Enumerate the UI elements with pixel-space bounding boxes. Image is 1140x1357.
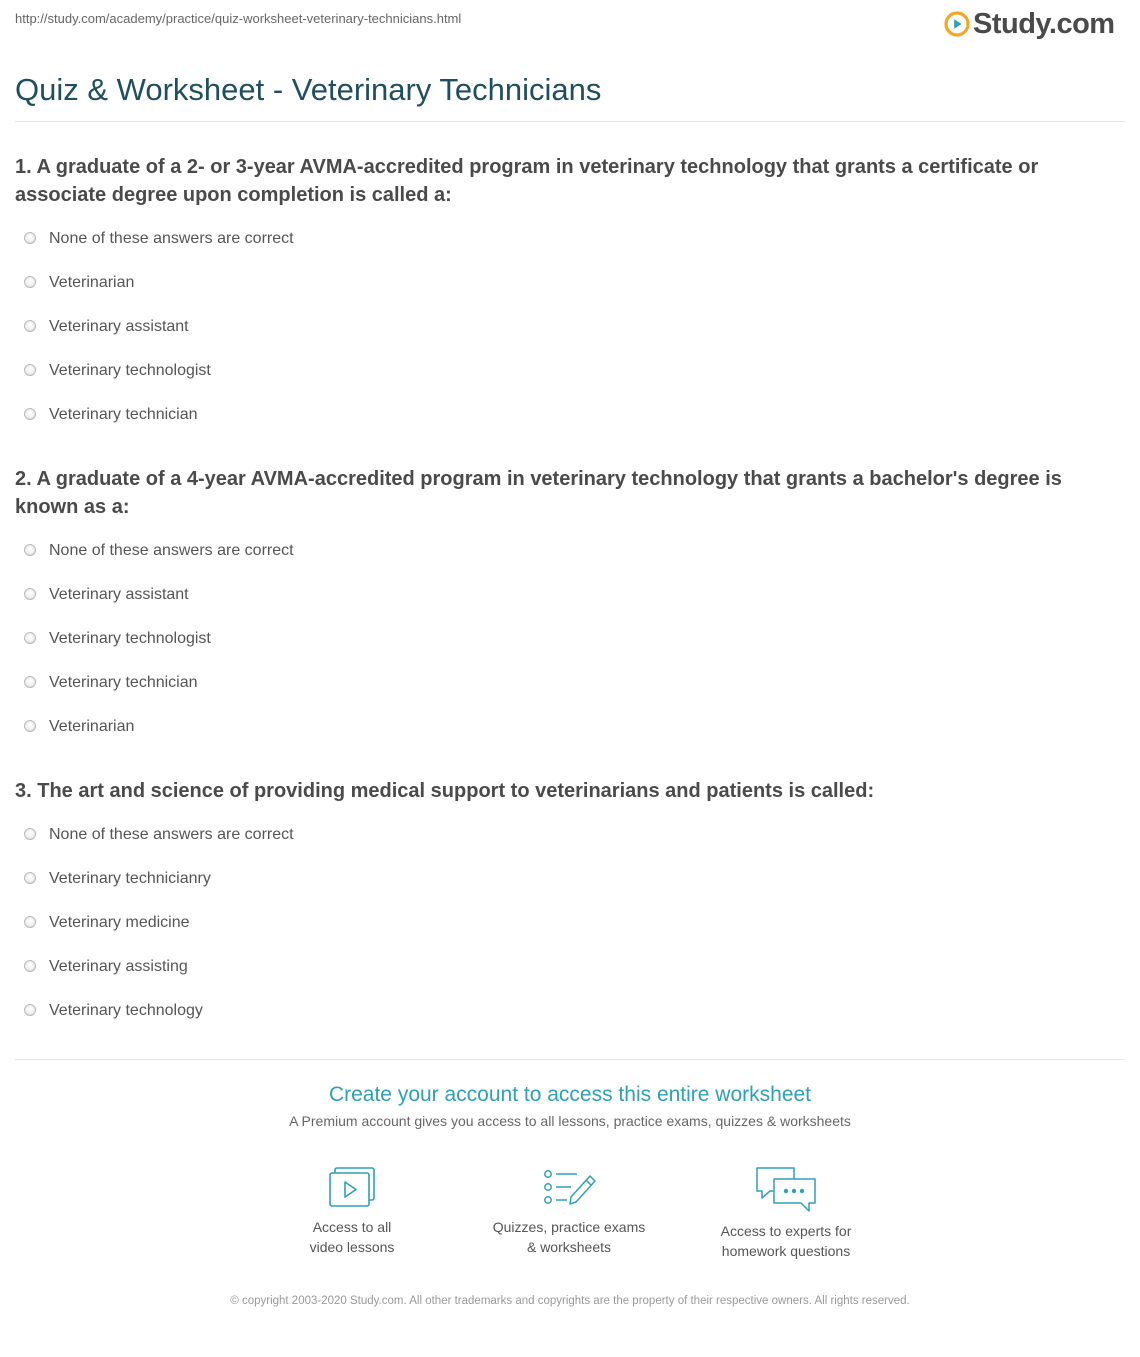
answer-label: Veterinarian [49, 274, 135, 291]
radio-button[interactable] [24, 916, 36, 928]
cta-subtitle: A Premium account gives you access to all lessons, practice exams, quizzes & worksheets [289, 1113, 851, 1129]
study-logo[interactable] [944, 6, 1115, 42]
answer-option[interactable] [22, 825, 294, 869]
radio-button[interactable] [24, 872, 36, 884]
radio-button[interactable] [24, 676, 36, 688]
logo-text: Study.com [973, 7, 1115, 40]
radio-button[interactable] [24, 828, 36, 840]
answer-option[interactable] [22, 913, 294, 957]
feature-label: Access to all video lessons [309, 1219, 395, 1255]
answer-label: Veterinary technicianry [49, 870, 211, 887]
answer-label: None of these answers are correct [49, 230, 294, 247]
radio-button[interactable] [24, 720, 36, 732]
answer-option[interactable] [22, 957, 294, 1001]
create-account-link[interactable]: Create your account to access this entire worksheet [328, 1083, 812, 1106]
feature-video-lessons [252, 1165, 452, 1257]
radio-button[interactable] [24, 588, 36, 600]
answer-option[interactable] [22, 541, 294, 585]
question-1-options [22, 229, 294, 449]
page-url: http://study.com/academy/practice/quiz-worksheet-veterinary-technicians.html [15, 11, 462, 26]
answer-option[interactable] [22, 585, 294, 629]
answer-option[interactable] [22, 673, 294, 717]
feature-label: Quizzes, practice exams & worksheets [492, 1219, 646, 1255]
question-3-text: 3. The art and science of providing medical support to veterinarians and patients is called: [15, 780, 875, 802]
answer-label: Veterinary technician [49, 406, 198, 423]
answer-option[interactable] [22, 629, 294, 673]
radio-button[interactable] [24, 632, 36, 644]
copyright-footer: © copyright 2003-2020 Study.com. All other trademarks and copyrights are the property of their respective owners. All rights reserved. [230, 1295, 910, 1307]
answer-label: None of these answers are correct [49, 826, 294, 843]
answer-option[interactable] [22, 317, 294, 361]
radio-button[interactable] [24, 960, 36, 972]
answer-option[interactable] [22, 273, 294, 317]
answer-option[interactable] [22, 717, 294, 761]
radio-button[interactable] [24, 320, 36, 332]
chat-bubbles-icon [754, 1165, 818, 1215]
feature-experts [686, 1165, 886, 1261]
answer-label: Veterinary assistant [49, 586, 189, 603]
radio-button[interactable] [24, 276, 36, 288]
radio-button[interactable] [24, 544, 36, 556]
radio-button[interactable] [24, 232, 36, 244]
radio-button[interactable] [24, 1004, 36, 1016]
answer-label: Veterinarian [49, 718, 135, 735]
page-title: Quiz & Worksheet - Veterinary Technicians [15, 72, 602, 107]
answer-label: Veterinary technician [49, 674, 198, 691]
title-divider [15, 121, 1125, 122]
radio-button[interactable] [24, 408, 36, 420]
video-lessons-icon [326, 1165, 378, 1211]
radio-button[interactable] [24, 364, 36, 376]
feature-quizzes [469, 1165, 669, 1257]
cta-divider [15, 1059, 1125, 1060]
answer-label: Veterinary medicine [49, 914, 190, 931]
logo-play-icon [944, 11, 970, 37]
quiz-checklist-icon [541, 1165, 597, 1211]
answer-label: Veterinary assistant [49, 318, 189, 335]
answer-option[interactable] [22, 869, 294, 913]
question-1-text: 1. A graduate of a 2- or 3-year AVMA-accredited program in veterinary technology that grants a certificate or associate degree upon completion is called a: [15, 156, 1039, 206]
question-2-text: 2. A graduate of a 4-year AVMA-accredited program in veterinary technology that grants a bachelor's degree is known as a: [15, 468, 1062, 518]
answer-option[interactable] [22, 229, 294, 273]
answer-label: Veterinary technologist [49, 630, 211, 647]
answer-option[interactable] [22, 361, 294, 405]
answer-label: Veterinary technologist [49, 362, 211, 379]
answer-option[interactable] [22, 1001, 294, 1045]
answer-label: None of these answers are correct [49, 542, 294, 559]
feature-label: Access to experts for homework questions [720, 1223, 852, 1259]
answer-option[interactable] [22, 405, 294, 449]
question-3-options [22, 825, 294, 1045]
answer-label: Veterinary technology [49, 1002, 203, 1019]
question-2-options [22, 541, 294, 761]
answer-label: Veterinary assisting [49, 958, 188, 975]
